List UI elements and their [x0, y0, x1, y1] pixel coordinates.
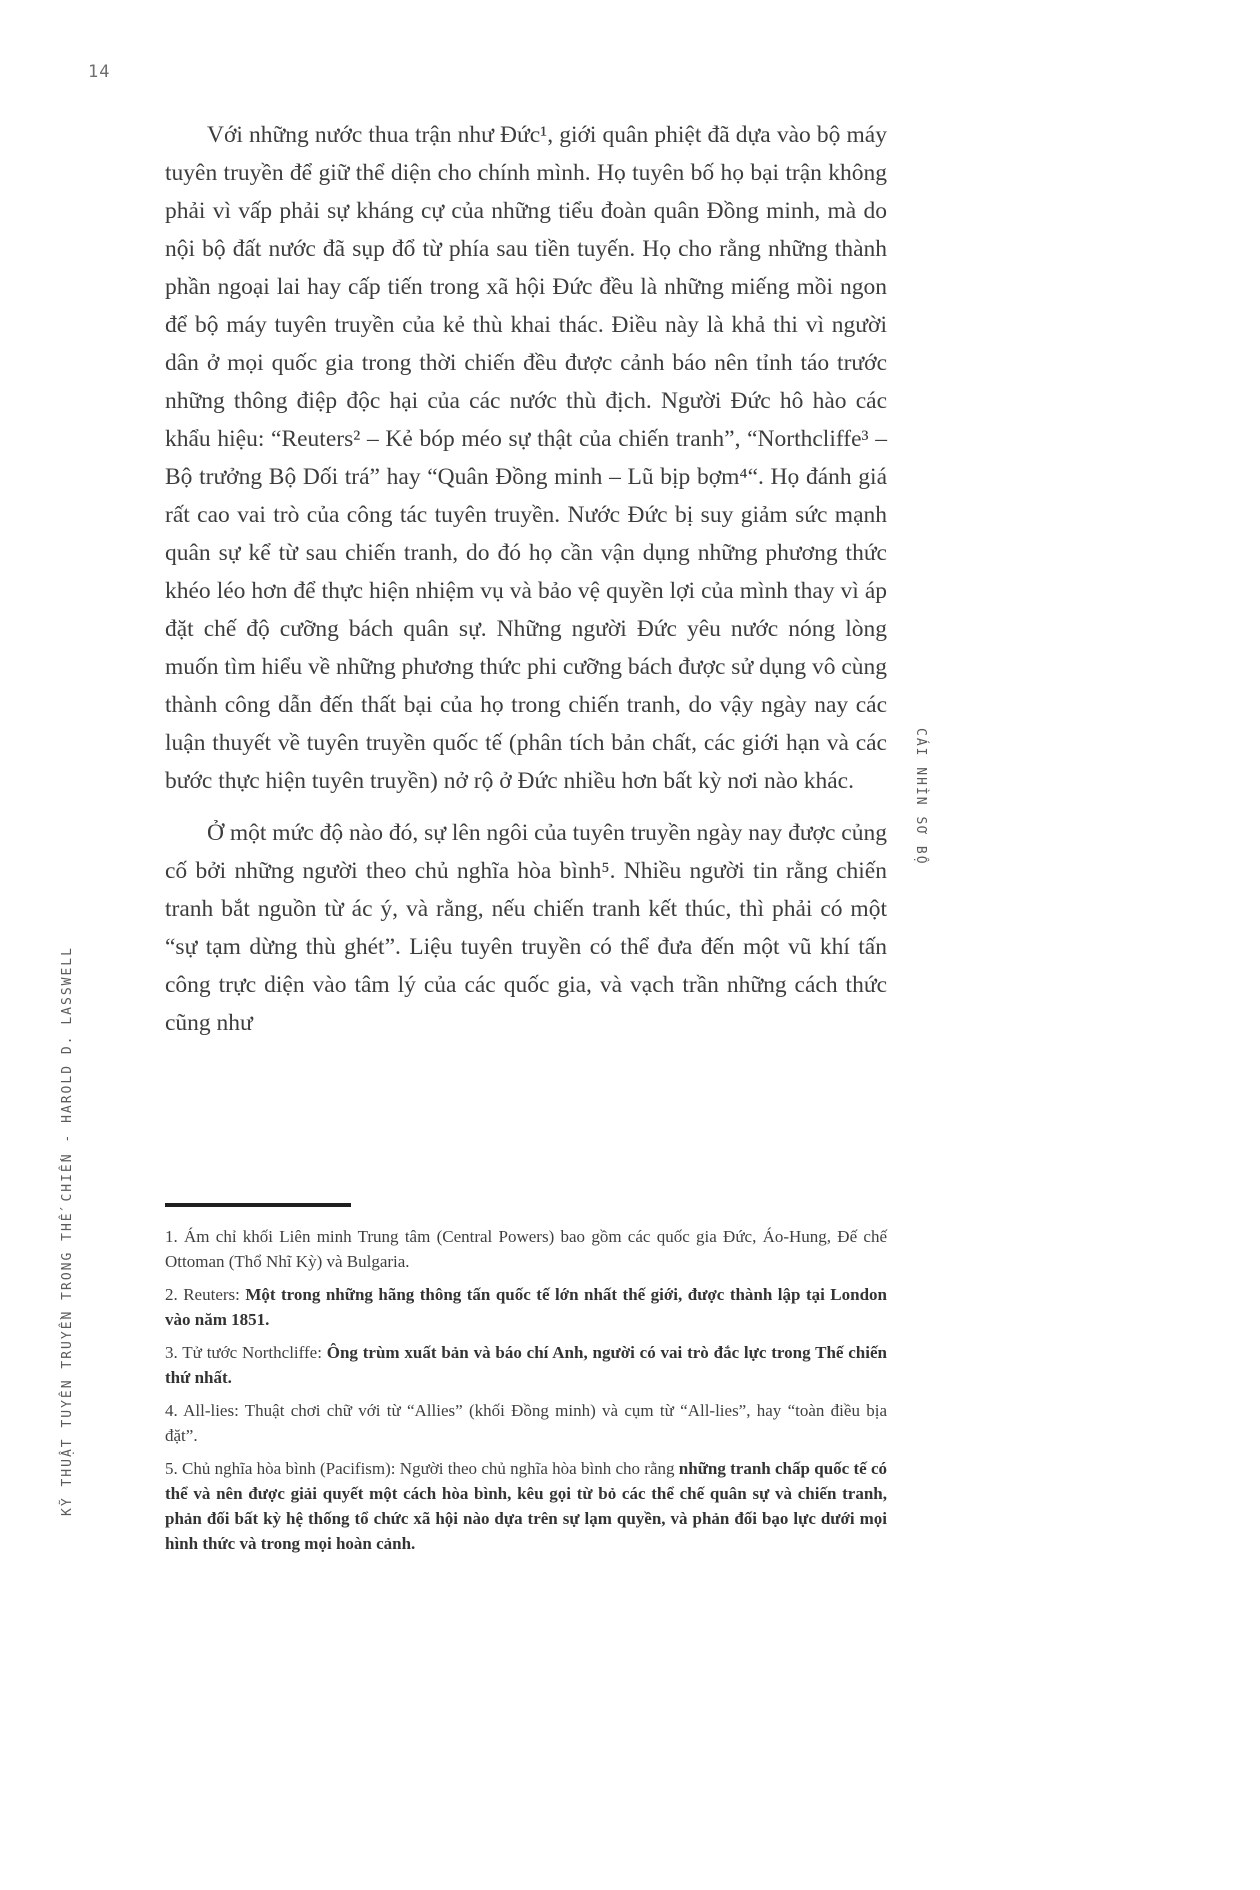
body-text	[165, 116, 887, 1056]
footnote-separator	[165, 1203, 351, 1207]
footnote-text-bold: Ông trùm xuất bản và báo chí Anh, người có vai trò đắc lực trong Thế chiến thứ nhất.	[165, 1343, 887, 1387]
footnote-text: 4. All-lies: Thuật chơi chữ với từ “Allies” (khối Đồng minh) và cụm từ “All-lies”, hay “toàn điều bịa đặt”.	[165, 1401, 887, 1445]
footnote	[165, 1340, 887, 1390]
footnote-text: 5. Chủ nghĩa hòa bình (Pacifism): Người theo chủ nghĩa hòa bình cho rằng	[165, 1459, 679, 1478]
footnote	[165, 1224, 887, 1274]
paragraph-2: Ở một mức độ nào đó, sự lên ngôi của tuyên truyền ngày nay được củng cố bởi những người theo chủ nghĩa hòa bình⁵. Nhiều người tin rằng chiến tranh bắt nguồn từ ác ý, và rằng, nếu chiến tranh kết thúc, thì phải có một “sự tạm dừng thù ghét”. Liệu tuyên truyền có thể đưa đến một vũ khí tấn công trực diện vào tâm lý của các quốc gia, và vạch trần những cách thức cũng như	[165, 820, 887, 1036]
footnote	[165, 1398, 887, 1448]
page-number: 14	[88, 62, 111, 82]
footnote-text-bold: Một trong những hãng thông tấn quốc tế lớn nhất thế giới, được thành lập tại London vào năm 1851.	[165, 1285, 888, 1329]
footnote-text: 1. Ám chỉ khối Liên minh Trung tâm (Central Powers) bao gồm các quốc gia Đức, Áo-Hung, Đế chế Ottoman (Thổ Nhĩ Kỳ) và Bulgaria.	[165, 1227, 887, 1271]
footnotes	[165, 1224, 887, 1564]
footnote-text-bold: những tranh chấp quốc tế có thể và nên được giải quyết một cách hòa bình, kêu gọi từ bỏ các thể chế quân sự và chiến tranh, phản đối bất kỳ hệ thống tổ chức xã hội nào dựa trên sự lạm quyền, và phản đối bạo lực dưới mọi hình thức và trong mọi hoàn cảnh.	[165, 1459, 887, 1553]
footnote	[165, 1282, 887, 1332]
spine-right-chapter-title: CÁI NHÌN SƠ BỘ	[913, 728, 928, 866]
footnote-text: 3. Tử tước Northcliffe:	[165, 1343, 327, 1362]
footnote	[165, 1456, 887, 1556]
footnote-text: 2. Reuters:	[165, 1285, 246, 1304]
spine-left-book-title: KỸ THUẬT TUYÊN TRUYỀN TRONG THẾ CHIẾN - HAROLD D. LASSWELL	[60, 946, 75, 1516]
paragraph-1: Với những nước thua trận như Đức¹, giới quân phiệt đã dựa vào bộ máy tuyên truyền để giữ thể diện cho chính mình. Họ tuyên bố họ bại trận không phải vì vấp phải sự kháng cự của những tiểu đoàn quân Đồng minh, mà do nội bộ đất nước đã sụp đổ từ phía sau tiền tuyến. Họ cho rằng những thành phần ngoại lai hay cấp tiến trong xã hội Đức đều là những miếng mồi ngon để bộ máy tuyên truyền của kẻ thù khai thác. Điều này là khả thi vì người dân ở mọi quốc gia trong thời chiến đều được cảnh báo nên tỉnh táo trước những thông điệp độc hại của các nước thù địch. Người Đức hô hào các khẩu hiệu: “Reuters² – Kẻ bóp méo sự thật của chiến tranh”, “Northcliffe³ – Bộ trưởng Bộ Dối trá” hay “Quân Đồng minh – Lũ bịp bợm⁴“. Họ đánh giá rất cao vai trò của công tác tuyên truyền. Nước Đức bị suy giảm sức mạnh quân sự kể từ sau chiến tranh, do đó họ cần vận dụng những phương thức khéo léo hơn để thực hiện nhiệm vụ và bảo vệ quyền lợi của mình thay vì áp đặt chế độ cưỡng bách quân sự. Những người Đức yêu nước nóng lòng muốn tìm hiểu về những phương thức phi cưỡng bách được sử dụng vô cùng thành công dẫn đến thất bại của họ trong chiến tranh, do vậy ngày nay các luận thuyết về tuyên truyền quốc tế (phân tích bản chất, các giới hạn và các bước thực hiện tuyên truyền) nở rộ ở Đức nhiều hơn bất kỳ nơi nào khác.	[165, 122, 887, 794]
